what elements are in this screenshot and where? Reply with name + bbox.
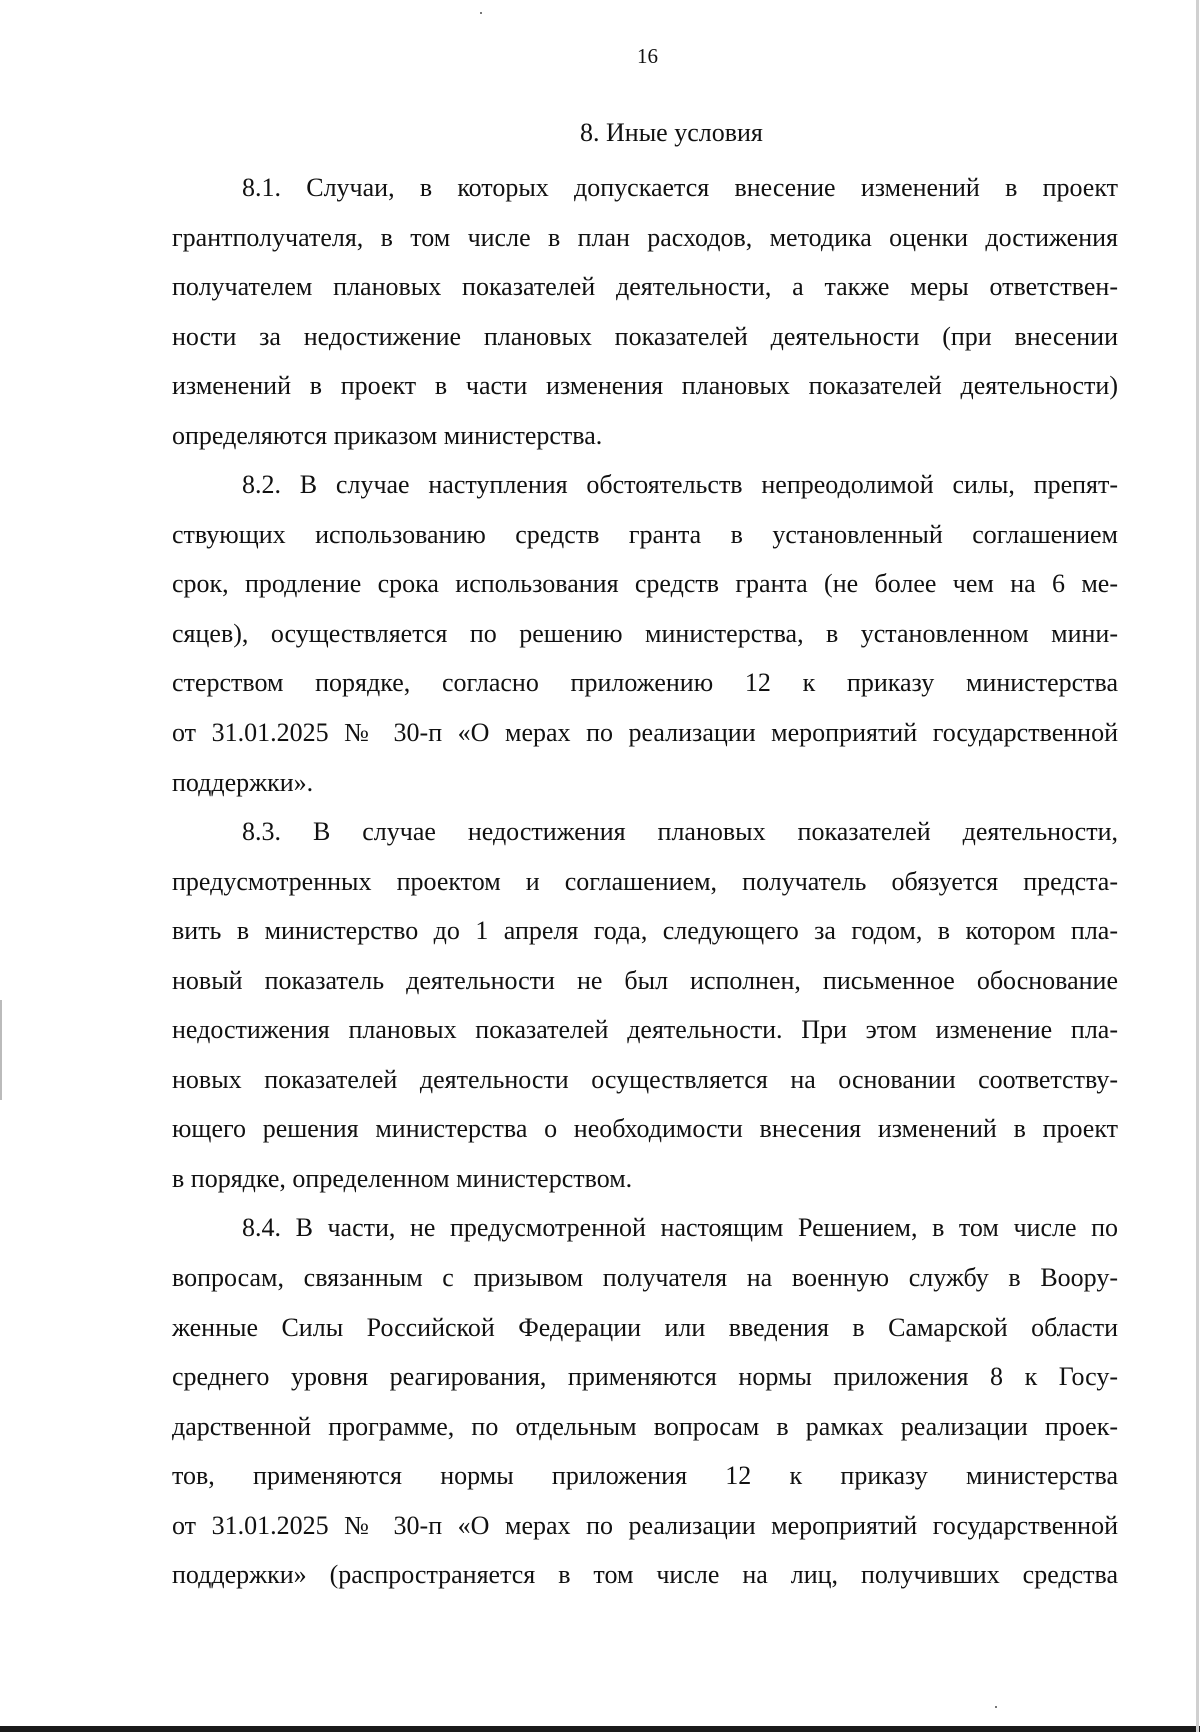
text-line: изменений в проект в части изменения плановых показателей деятельности) (172, 371, 1118, 401)
scan-right-edge (1196, 0, 1199, 1732)
text-line: 8.3. В случае недостижения плановых показателей деятельности, (242, 817, 1118, 847)
text-line: ности за недостижение плановых показателей деятельности (при внесении (172, 321, 1118, 351)
text-line: получателем плановых показателей деятельности, а также меры ответствен- (172, 272, 1118, 302)
text-line: ющего решения министерства о необходимости внесения изменений в проект (172, 1114, 1118, 1144)
text-line: от 31.01.2025 № 30-п «О мерах по реализации мероприятий государственной (172, 718, 1118, 748)
text-line: среднего уровня реагирования, применяются нормы приложения 8 к Госу- (172, 1362, 1118, 1392)
scan-bottom-border (0, 1726, 1200, 1732)
text-line: определяются приказом министерства. (172, 420, 603, 450)
text-line: от 31.01.2025 № 30-п «О мерах по реализации мероприятий государственной (172, 1510, 1118, 1540)
text-line: новых показателей деятельности осуществляется на основании соответству- (172, 1064, 1118, 1094)
scan-speck (480, 12, 482, 14)
text-line: поддержки». (172, 767, 314, 797)
page-number: 16 (637, 44, 658, 68)
text-line: вопросам, связанным с призывом получателя на военную службу в Воору- (172, 1263, 1118, 1293)
scan-speck (995, 1706, 997, 1708)
text-line: дарственной программе, по отдельным вопросам в рамках реализации проек- (172, 1411, 1118, 1441)
text-line: поддержки» (распространяется в том числе на лиц, получивших средства (172, 1560, 1118, 1590)
text-line: вить в министерство до 1 апреля года, следующего за годом, в котором пла- (172, 916, 1118, 946)
text-line: женные Силы Российской Федерации или введения в Самарской области (172, 1312, 1118, 1342)
text-line: предусмотренных проектом и соглашением, получатель обязуется предста- (172, 866, 1118, 896)
text-line: тов, применяются нормы приложения 12 к приказу министерства (172, 1461, 1118, 1491)
text-line: новый показатель деятельности не был исполнен, письменное обоснование (172, 965, 1118, 995)
text-line: 8.4. В части, не предусмотренной настоящим Решением, в том числе по (242, 1213, 1118, 1243)
text-line: срок, продление срока использования средств гранта (не более чем на 6 ме- (172, 569, 1118, 599)
text-line: в порядке, определенном министерством. (172, 1163, 633, 1193)
text-line: 8.2. В случае наступления обстоятельств непреодолимой силы, препят- (242, 470, 1118, 500)
scan-left-edge-mark (0, 1000, 2, 1100)
text-line: 8.1. Случаи, в которых допускается внесение изменений в проект (242, 173, 1118, 202)
text-line: грантполучателя, в том числе в план расходов, методика оценки достижения (172, 222, 1118, 252)
body-text (172, 163, 1118, 1600)
text-line: ствующих использованию средств гранта в установленный соглашением (172, 519, 1118, 549)
text-line: сяцев), осуществляется по решению министерства, в установленном мини- (172, 618, 1118, 648)
section-heading: 8. Иные условия (580, 118, 763, 147)
text-line: недостижения плановых показателей деятельности. При этом изменение пла- (172, 1015, 1118, 1045)
text-line: стерством порядке, согласно приложению 12 к приказу министерства (172, 668, 1118, 698)
